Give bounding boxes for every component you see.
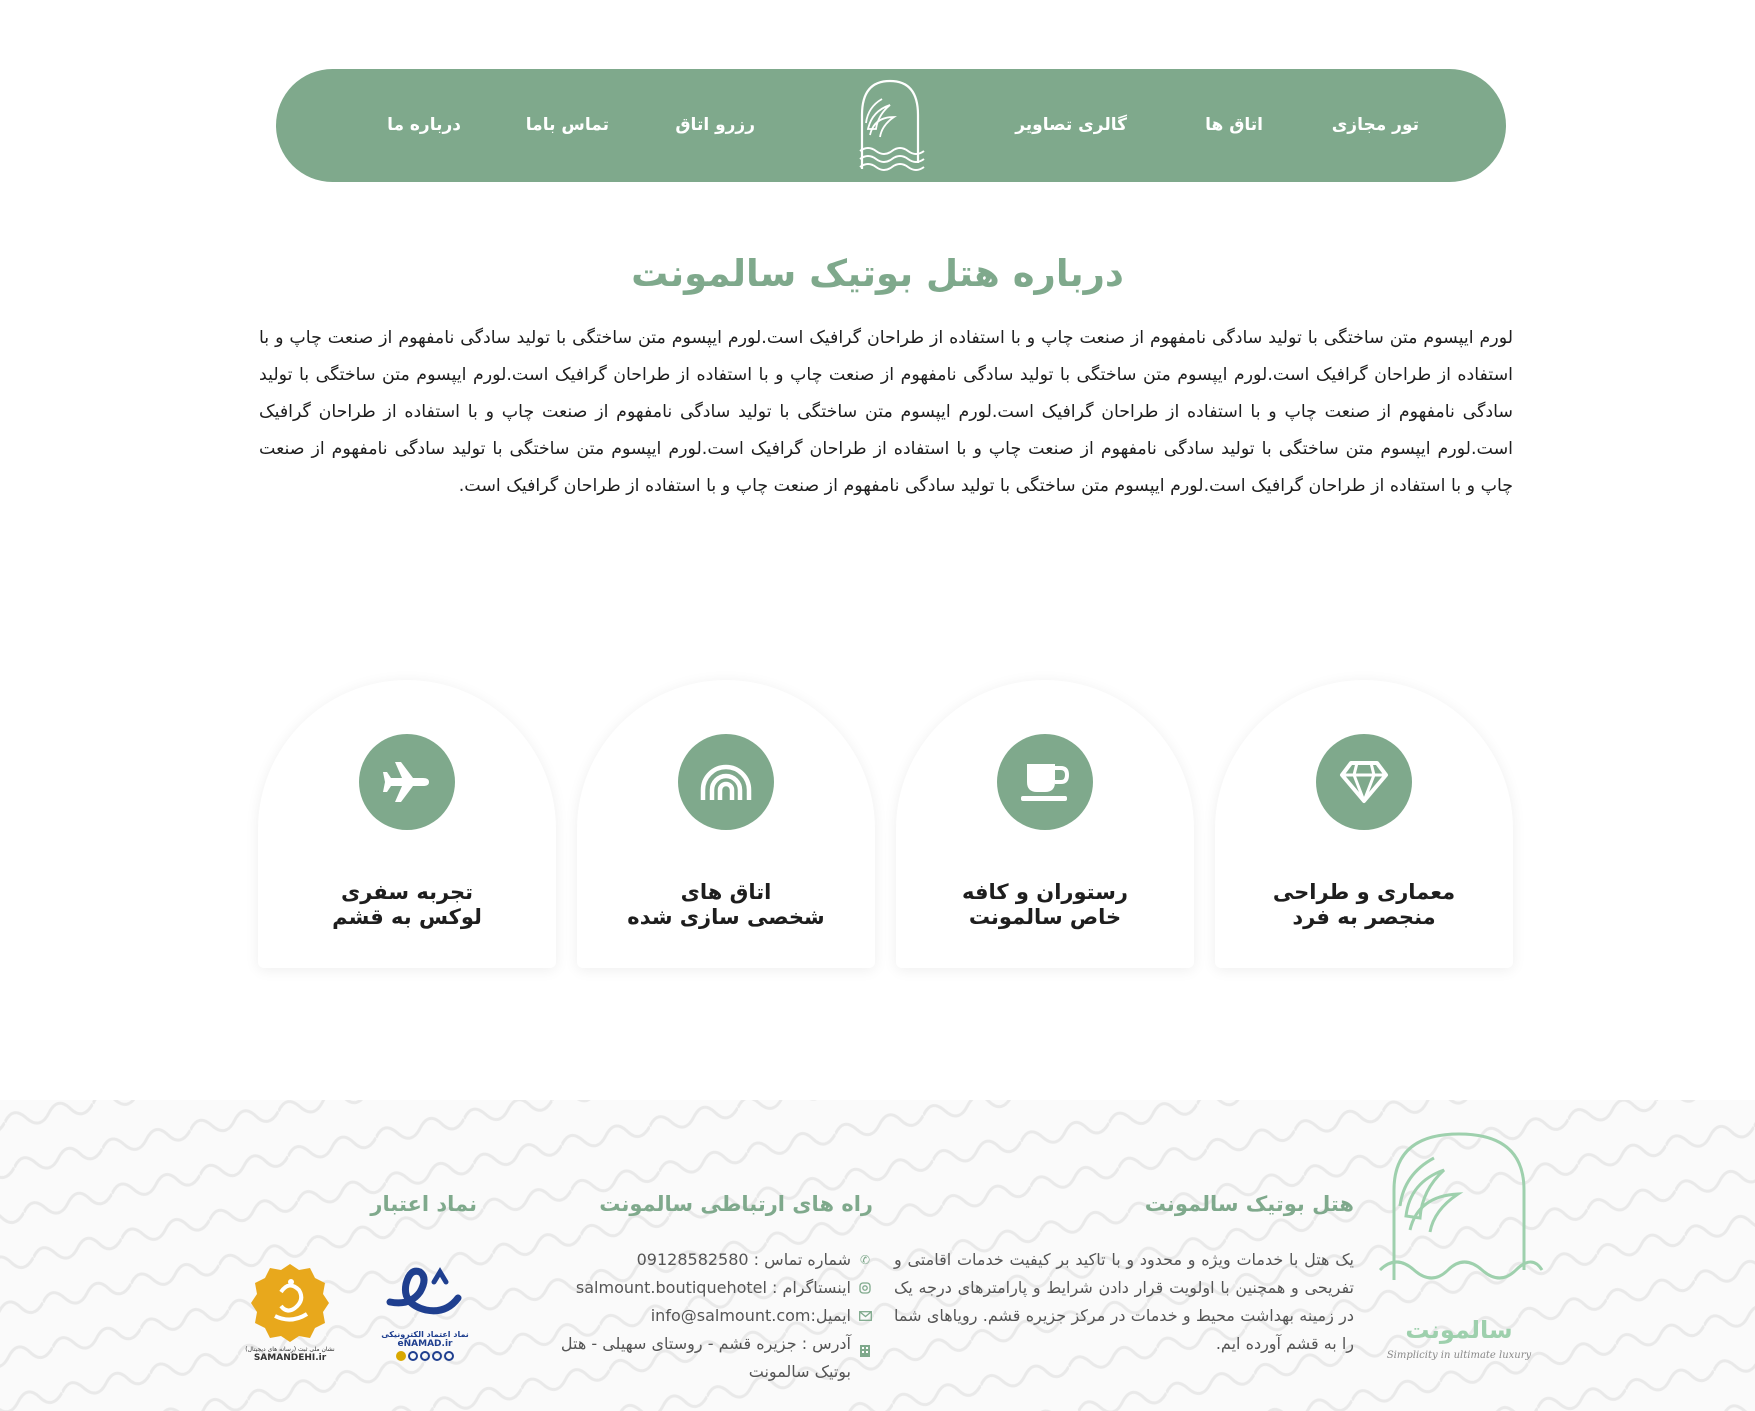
samandehi-site: SAMANDEHI.ir xyxy=(253,1353,327,1363)
enamad-stars xyxy=(380,1351,470,1361)
feature-title: اتاق های شخصی سازی شده xyxy=(627,880,825,929)
enamad-site: eNAMAD.ir xyxy=(397,1339,453,1349)
footer-logo[interactable] xyxy=(1374,1120,1544,1360)
feature-icon-circle xyxy=(678,734,774,830)
nav-item-booking[interactable]: رزرو اتاق xyxy=(675,115,755,135)
contact-email[interactable]: ایمیل:info@salmount.com xyxy=(533,1302,873,1330)
enamad-logo-icon xyxy=(380,1262,470,1326)
feature-title: تجربه سفری لوکس به قشم xyxy=(332,880,482,929)
contact-phone[interactable]: ✆ شماره تماس : 09128582580 xyxy=(533,1246,873,1274)
enamad-badge[interactable] xyxy=(380,1262,470,1372)
footer xyxy=(0,1100,1755,1411)
footer-contact-list xyxy=(533,1246,873,1386)
about-title: درباره هتل بوتیک سالمونت xyxy=(631,252,1124,295)
rainbow-icon xyxy=(699,762,753,802)
airplane-icon xyxy=(381,760,433,804)
main-navbar xyxy=(276,69,1506,182)
nav-item-contact[interactable]: تماس باما xyxy=(525,115,609,135)
contact-instagram[interactable]: اینستاگرام : salmount.boutiquehotel xyxy=(533,1274,873,1302)
nav-item-rooms[interactable]: اتاق ها xyxy=(1205,115,1263,135)
hotel-logo-icon[interactable] xyxy=(854,77,926,174)
building-icon xyxy=(857,1330,873,1358)
phone-icon: ✆ xyxy=(859,1253,871,1267)
footer-about-title: هتل بوتیک سالمونت xyxy=(1144,1192,1354,1216)
feature-card-architecture xyxy=(1215,680,1513,968)
about-paragraph: لورم ایپسوم متن ساختگی با تولید سادگی نامفهوم از صنعت چاپ و با استفاده از طراحان گرافیک است.لورم ایپسوم متن ساختگی با تولید سادگی نامفهوم از صنعت چاپ و با استفاده از طراحان گرافیک است.لورم ایپسوم متن ساختگی با تولید سادگی نامفهوم از صنعت چاپ و با استفاده از طراحان گرافیک است.لورم ایپسوم متن ساختگی با تولید سادگی نامفهوم از صنعت چاپ و با استفاده از طراحان گرافیک است.لورم ایپسوم متن ساختگی با تولید سادگی نامفهوم از صنعت چاپ و با استفاده از طراحان گرافیک است.لورم ایپسوم متن ساختگی با تولید سادگی نامفهوم از صنعت چاپ و با استفاده از طراحان گرافیک است.لورم ایپسوم متن ساختگی با تولید سادگی نامفهوم از صنعت چاپ و با استفاده از طراحان گرافیک است.لورم ایپسوم متن ساختگی با تولید سادگی نامفهوم از صنعت چاپ و با استفاده از طراحان گرافیک است. xyxy=(259,328,1513,496)
feature-card-rooms xyxy=(577,680,875,968)
feature-title: رستوران و کافه خاص سالمونت xyxy=(962,880,1128,929)
nav-item-gallery[interactable]: گالری تصاویر xyxy=(1015,115,1127,135)
footer-trust-title: نماد اعتبار xyxy=(370,1192,477,1216)
enamad-label: نماد اعتماد الکترونیکی xyxy=(381,1330,469,1339)
contact-address: آدرس : جزیره قشم - روستای سهیلی - هتل بوتیک سالمونت xyxy=(533,1330,873,1386)
feature-icon-circle xyxy=(1316,734,1412,830)
diamond-icon xyxy=(1339,760,1389,804)
nav-item-about[interactable]: درباره ما xyxy=(387,115,461,135)
feature-icon-circle xyxy=(359,734,455,830)
samandehi-seal-icon xyxy=(245,1262,335,1342)
footer-contact-title: راه های ارتباطی سالمونت xyxy=(599,1192,873,1216)
nav-item-virtual-tour[interactable]: تور مجازی xyxy=(1331,115,1419,135)
footer-logo-tagline: Simplicity in ultimate luxury xyxy=(1386,1350,1532,1361)
feature-icon-circle xyxy=(997,734,1093,830)
instagram-icon xyxy=(857,1274,873,1302)
coffee-cup-icon xyxy=(1019,760,1071,804)
samandehi-badge[interactable] xyxy=(245,1262,335,1372)
footer-logo-icon xyxy=(1374,1120,1544,1320)
feature-cards xyxy=(259,680,1513,968)
footer-about-text: یک هتل با خدمات ویژه و محدود و با تاکید بر کیفیت خدمات اقامتی و تفریحی و همچنین با اولویت قرار دادن شرایط و پارامترهای درجه یک در زمینه بهداشت محیط و خدمات در مرکز جزیره قشم. رویاهای شما را به قشم آورده ایم. xyxy=(894,1250,1354,1353)
footer-logo-text: سالمونت xyxy=(1405,1316,1513,1344)
feature-card-restaurant xyxy=(896,680,1194,968)
feature-title: معماری و طراحی منجصر به فرد xyxy=(1272,880,1456,929)
samandehi-caption: نشان ملی ثبت (رسانه های دیجیتال) xyxy=(245,1346,335,1353)
feature-card-travel xyxy=(258,680,556,968)
envelope-icon xyxy=(857,1302,873,1330)
